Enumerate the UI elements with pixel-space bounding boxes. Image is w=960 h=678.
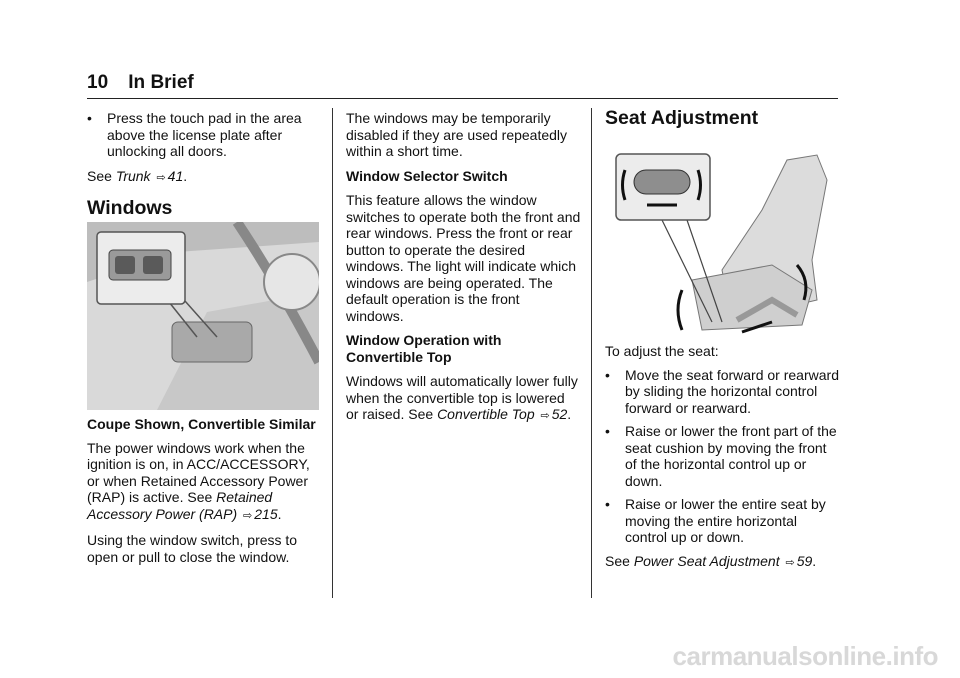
list-item <box>605 367 840 417</box>
column-2 <box>346 110 581 425</box>
paragraph: Windows will automatically lower fully when the convertible top is lowered or raised. See Convertible Top ⇨ 52. <box>346 373 578 422</box>
column-divider-1 <box>332 108 333 598</box>
page-ref-icon: ⇨ <box>156 171 166 184</box>
seat-adjustment-heading: Seat Adjustment <box>605 107 759 129</box>
paragraph: The windows may be temporarily disabled if they are used repeatedly within a short time. <box>346 110 568 159</box>
page-ref[interactable]: 59 <box>796 552 813 569</box>
page-ref[interactable]: 41 <box>167 167 184 184</box>
page-ref-icon: ⇨ <box>243 509 253 522</box>
trunk-link[interactable]: Trunk <box>115 167 151 184</box>
list-item-text: Raise or lower the front part of the seat cushion by moving the front of the horizontal control up or down. <box>625 423 837 489</box>
subheading: Window Selector Switch <box>346 167 508 184</box>
header-rule <box>87 98 838 99</box>
bullet-dot: • <box>605 366 610 383</box>
column-divider-2 <box>591 108 592 598</box>
watermark: carmanualsonline.info <box>672 641 938 671</box>
page-ref[interactable]: 215 <box>254 505 278 522</box>
column-3 <box>605 107 840 129</box>
list-item <box>87 110 323 160</box>
rap-link[interactable]: Retained Accessory Power (RAP) <box>87 489 273 522</box>
subheading: Window Operation with Convertible Top <box>346 332 502 365</box>
paragraph-text: The power windows work when the ignition is on, in ACC/ACCESSORY, or when Retained Accessory Power (RAP) is active. See <box>87 439 310 505</box>
section-title: In Brief <box>128 72 194 93</box>
seat-illustration <box>612 150 837 335</box>
power-seat-link[interactable]: Power Seat Adjustment <box>633 552 780 569</box>
page-number: 10 <box>87 72 109 93</box>
column-3-lower <box>605 343 840 571</box>
paragraph: Using the window switch, press to open or pull to close the window. <box>87 532 298 565</box>
list-item <box>605 496 840 546</box>
page-ref-icon: ⇨ <box>540 410 550 422</box>
see-reference: See Power Seat Adjustment ⇨ 59. <box>605 552 817 569</box>
page-ref-icon: ⇨ <box>785 556 795 569</box>
list-item-text: Press the touch pad in the area above the license plate after unlocking all doors. <box>107 110 302 159</box>
column-1 <box>87 110 323 217</box>
bullet-dot: • <box>605 496 610 512</box>
convertible-top-link[interactable]: Convertible Top <box>437 406 535 422</box>
paragraph: The power windows work when the ignition is on, in ACC/ACCESSORY, or when Retained Accessory Power (RAP) is active. See Retained Accessory Power (RAP) ⇨ 215. <box>87 439 310 522</box>
page-ref[interactable]: 52 <box>551 406 568 422</box>
page-header <box>87 72 194 94</box>
see-prefix: See <box>87 167 112 184</box>
bullet-dot: • <box>87 110 92 126</box>
intro-text: To adjust the seat: <box>605 343 719 359</box>
windows-illustration <box>87 222 319 410</box>
see-prefix: See <box>605 552 630 569</box>
list-item-text: Move the seat forward or rearward by sliding the horizontal control forward or rearward. <box>625 366 839 416</box>
paragraph-text: Windows will automatically lower fully when the convertible top is lowered or raised. See <box>346 373 578 422</box>
figure-caption: Coupe Shown, Convertible Similar <box>87 416 316 432</box>
column-1-lower <box>87 416 323 565</box>
paragraph: This feature allows the window switches to operate both the front and rear windows. Press the front or rear button to operate the desired windows. The light will indicate which windows are being operated. The default operation is the front windows. <box>346 192 581 324</box>
list-item-text: Raise or lower the entire seat by moving the entire horizontal control up or down. <box>625 496 826 545</box>
windows-heading: Windows <box>87 197 173 219</box>
bullet-dot: • <box>605 423 610 439</box>
list-item <box>605 423 840 489</box>
see-reference: See Trunk ⇨ 41. <box>87 167 188 184</box>
